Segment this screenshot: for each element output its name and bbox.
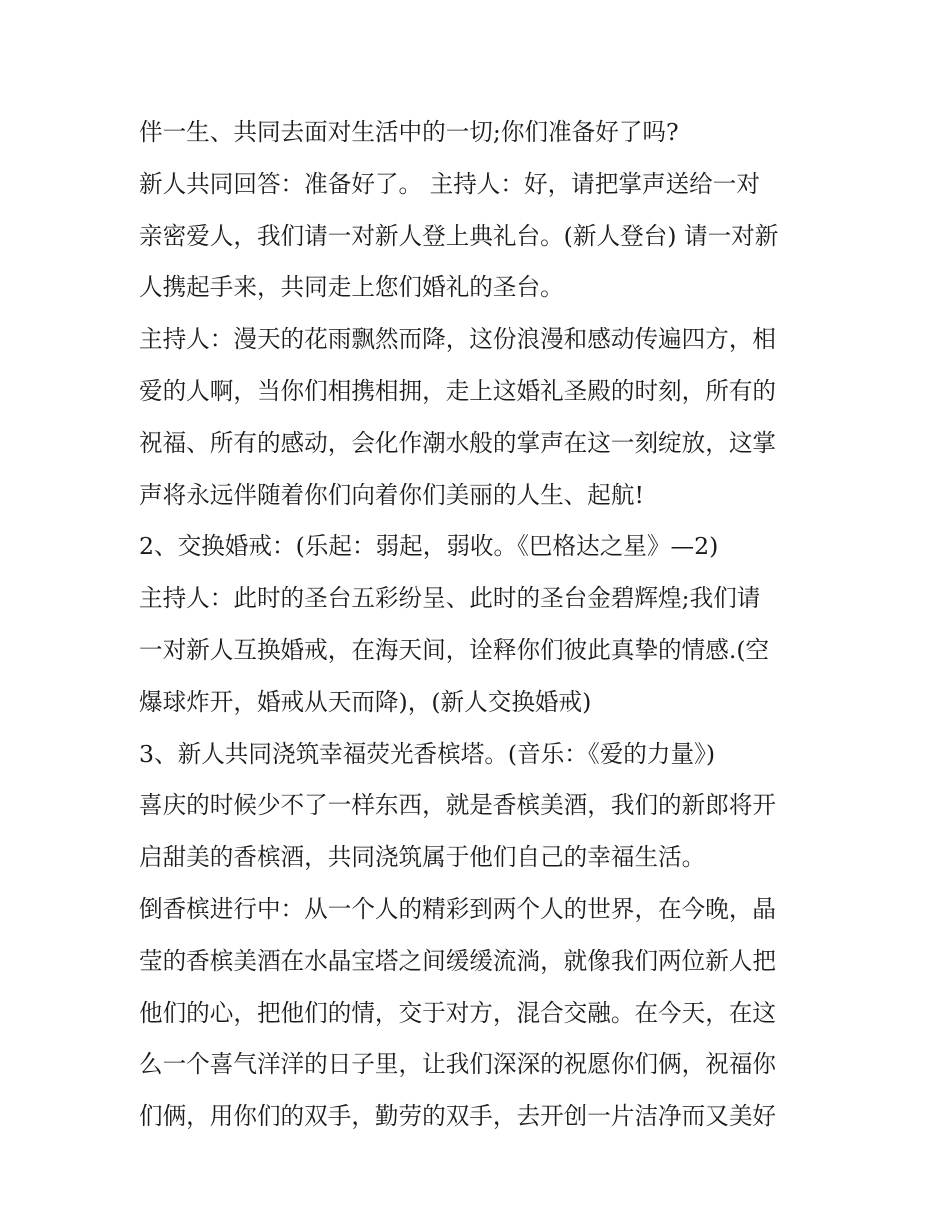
text-line: 么一个喜气洋洋的日子里，让我们深深的祝愿你们俩，祝福你	[139, 1050, 777, 1079]
text-line: 主持人：此时的圣台五彩纷呈、此时的圣台金碧辉煌;我们请	[139, 584, 761, 613]
text-line: 喜庆的时候少不了一样东西，就是香槟美酒，我们的新郎将开	[139, 791, 777, 820]
text-line: 祝福、所有的感动，会化作潮水般的掌声在这一刻绽放，这掌	[139, 428, 777, 457]
text-line: 亲密爱人，我们请一对新人登上典礼台。(新人登台) 请一对新	[139, 221, 779, 250]
section-heading: 2、交换婚戒：(乐起：弱起，弱收。《巴格达之星》—2)	[139, 532, 719, 561]
text-line: 他们的心，把他们的情，交于对方，混合交融。在今天，在这	[139, 998, 777, 1027]
text-line: 人携起手来，共同走上您们婚礼的圣台。	[139, 273, 564, 302]
text-line: 新人共同回答：准备好了。 主持人：好，请把掌声送给一对	[139, 169, 760, 198]
text-line: 一对新人互换婚戒，在海天间，诠释你们彼此真挚的情感.(空	[139, 635, 770, 664]
text-line: 莹的香槟美酒在水晶宝塔之间缓缓流淌，就像我们两位新人把	[139, 946, 777, 975]
text-line: 爱的人啊，当你们相携相拥，走上这婚礼圣殿的时刻，所有的	[139, 376, 777, 405]
text-line: 爆球炸开，婚戒从天而降)，(新人交换婚戒)	[139, 687, 592, 716]
text-line: 声将永远伴随着你们向着你们美丽的人生、起航!	[139, 480, 644, 509]
text-line: 们俩，用你们的双手，勤劳的双手，去开创一片洁净而又美好	[139, 1102, 777, 1131]
document-body	[139, 107, 814, 1143]
text-line: 主持人：漫天的花雨飘然而降，这份浪漫和感动传遍四方，相	[139, 325, 777, 354]
text-line: 启甜美的香槟酒，共同浇筑属于他们自己的幸福生活。	[139, 843, 706, 872]
text-line: 伴一生、共同去面对生活中的一切;你们准备好了吗?	[139, 118, 679, 146]
text-line: 倒香槟进行中：从一个人的精彩到两个人的世界，在今晚，晶	[139, 894, 777, 923]
section-heading: 3、新人共同浇筑幸福荧光香槟塔。(音乐：《爱的力量》)	[139, 739, 716, 768]
